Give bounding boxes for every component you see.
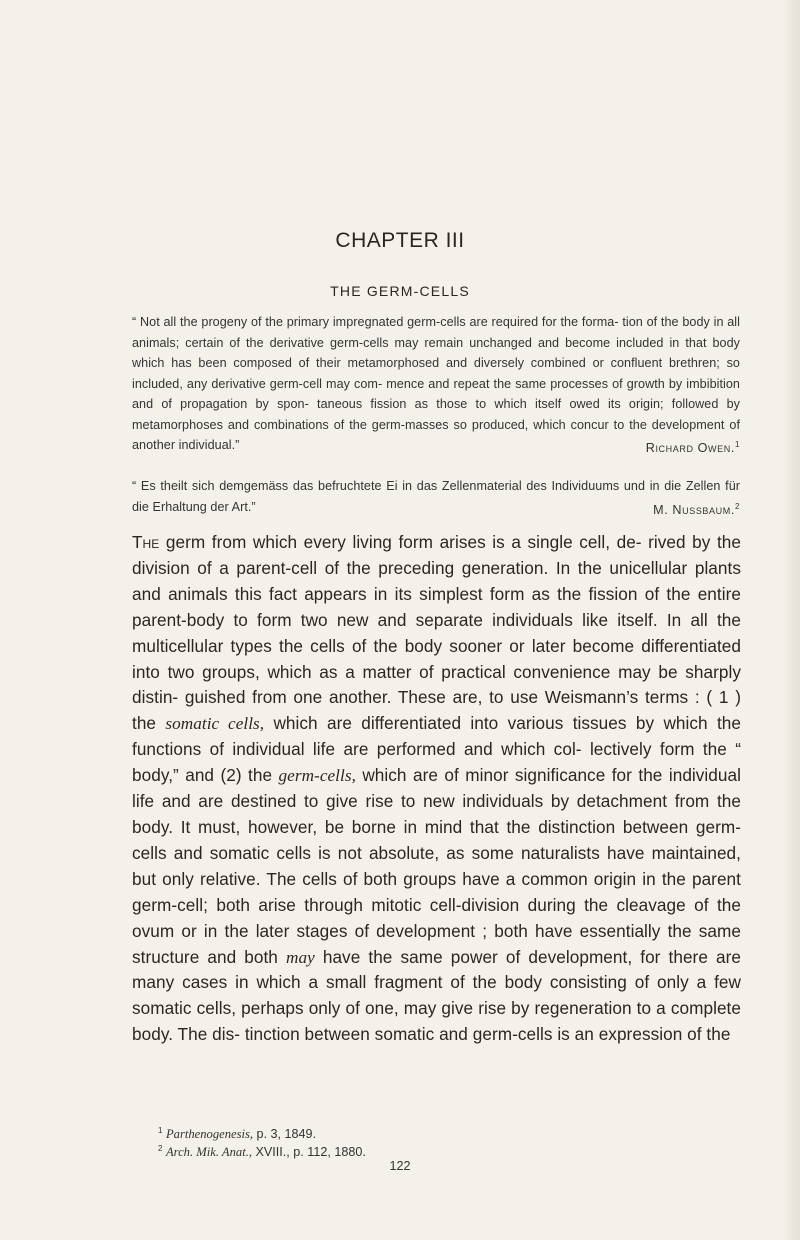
term-germ: germ-cells,	[278, 766, 356, 786]
footnote-ref: 1	[734, 440, 740, 449]
epigraph-attribution: Richard Owen.$^1$	[645, 440, 740, 456]
footnote-2: $^2$ Arch. Mik. Anat., XVIII., p. 112, 1880.	[158, 1144, 366, 1160]
term-may: may	[285, 947, 315, 967]
epigraph-nussbaum	[132, 476, 740, 520]
lead-word: The	[132, 532, 160, 552]
epigraph-attribution: M. Nussbaum.$^2$	[653, 501, 740, 517]
term-somatic: somatic cells,	[165, 714, 265, 734]
body-paragraph: The germ from which every living form arises is a single cell, de- rived by the division of a parent-cell of the preceding generation. In the unicellular plants and animals this fact appears in its simplest form as the fission of the entire parent-body to form two new and separate individuals like itself. In all the multicellular types the cells of the body sooner or later become differentiated into two groups, which as a matter of practical convenience may be sharply distin- guished from one another. These are, to use Weismann’s terms : ( 1 ) the somatic cells, which are differentiated into various tissues by which the functions of individual life are performed and which col- lectively form the “ body,” and (2) the germ-cells, which are of minor significance for the individual life and are destined to give rise to new individuals by detachment from the body. It must, however, be borne in mind that the distinction between germ-cells and somatic cells is not absolute, as some naturalists have maintained, but only relative. The cells of both groups have a common origin in the parent germ-cell; both arise through mitotic cell-division during the cleavage of the ovum or in the later stages of development ; both have essentially the same structure and both may have the same power of development, for there are many cases in which a small fragment of the body consisting of only a few somatic cells, perhaps only of one, may give rise by regeneration to a complete body. The dis- tinction between somatic and germ-cells is an expression of the	[132, 532, 741, 1045]
page-edge-shadow	[782, 0, 800, 1240]
page-number: 122	[389, 1159, 411, 1173]
epigraph-text: “ Es theilt sich demgemäss das befruchtete Ei in das Zellenmaterial des Individuums und in die Zellen für die Erhaltung der Art.”	[132, 479, 740, 514]
chapter-title: THE GERM-CELLS	[330, 283, 470, 299]
chapter-heading: CHAPTER III	[335, 229, 465, 252]
footnote-1: $^1$ Parthenogenesis, p. 3, 1849.	[158, 1126, 317, 1142]
epigraph-owen	[132, 312, 740, 459]
epigraph-text: “ Not all the progeny of the primary impregnated germ-cells are required for the forma- tion of the body in all animals; certain of the derivative germ-cells may remain unchanged and become included in that body which has been composed of their metamorphosed and diversely combined or confluent brethren; so included, any derivative germ-cell may com- mence and repeat the same processes of growth by imbibition and of propagation by spon- taneous fission as those to which itself owed its origin; followed by metamorphoses and combinations of the germ-masses so produced, which concur to the development of another individual.”	[132, 315, 740, 452]
footnote-ref: 2	[734, 501, 740, 511]
